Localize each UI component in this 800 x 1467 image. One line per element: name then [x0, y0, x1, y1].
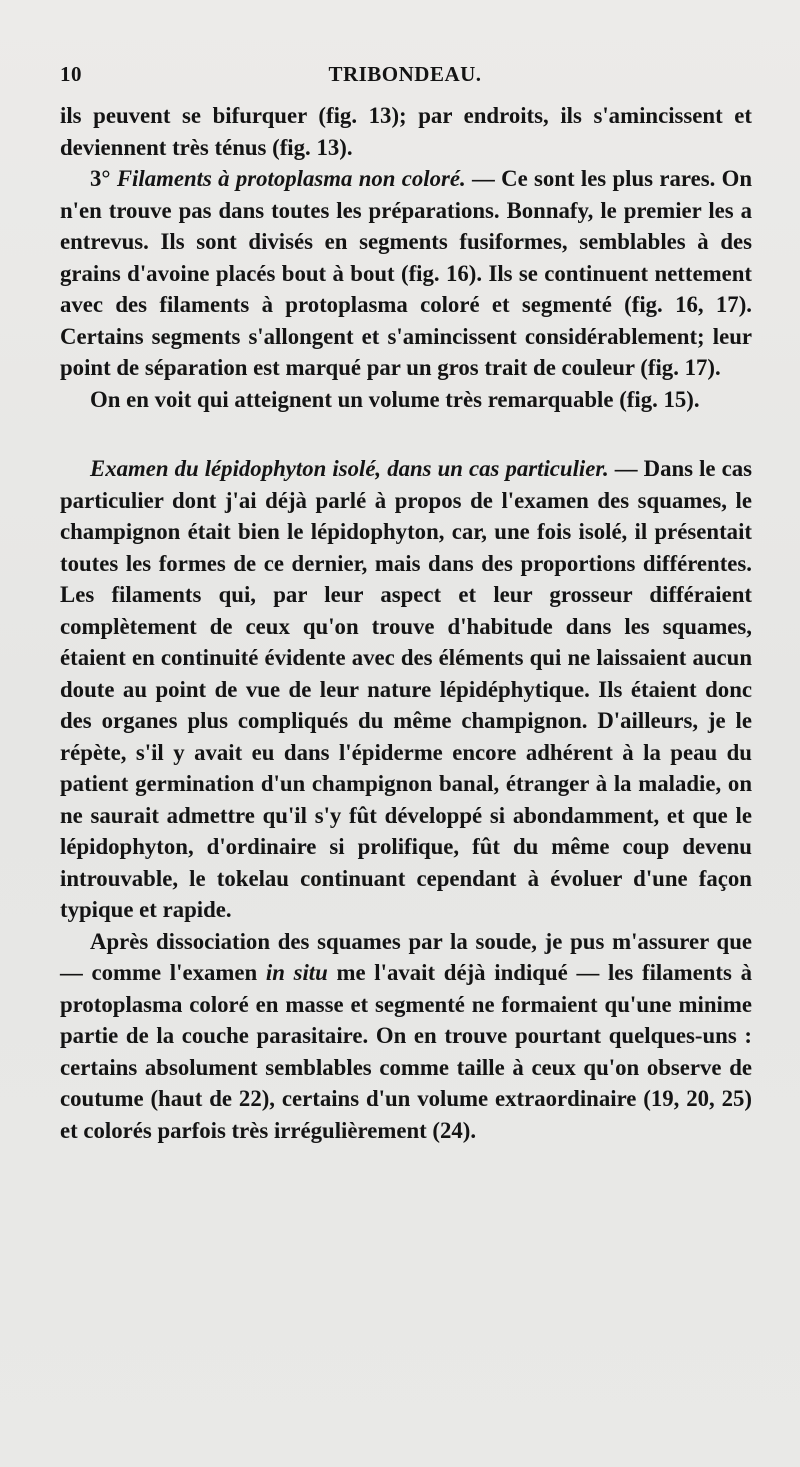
running-title: TRIBONDEAU.	[328, 62, 482, 86]
paragraph-text-before: Après dissociation des squames par la soude, je pus m'assurer que — comme l'examen	[60, 928, 752, 985]
paragraph-dissociation	[60, 926, 752, 1147]
body-text	[60, 100, 752, 1146]
paragraph-number: 3°	[90, 166, 117, 191]
page-number: 10	[60, 62, 82, 86]
paragraph-text: me l'avait déjà indiqué — les filaments à protoplasma coloré en masse et segmenté ne formaient qu'une minime partie de la couche parasitaire. On en trouve pourtant quelques-uns : certains absolument semblables comme taille à ceux qu'on observe de coutume (haut de 22), certains d'un volume extraordinaire (19, 20, 25) et colorés parfois très irrégulièrement (24).	[60, 960, 752, 1143]
page-header	[60, 62, 750, 88]
paragraph-filaments-non-colore	[60, 163, 752, 384]
paragraph-text: ils peuvent se bifurquer (fig. 13); par endroits, ils s'amincissent et deviennent très ténus (fig. 13).	[60, 103, 752, 160]
paragraph-text: On en voit qui atteignent un volume très remarquable (fig. 15).	[90, 386, 700, 412]
section-heading-italic: Examen du lépidophyton isolé, dans un cas particulier.	[90, 456, 609, 481]
paragraph-continuation	[60, 100, 752, 163]
paragraph-text: — Dans le cas particulier dont j'ai déjà parlé à propos de l'examen des squames, le champignon était bien le lépidophyton, car, une fois isolé, il présentait toutes les formes de ce dernier, mais dans des proportions différentes. Les filaments qui, par leur aspect et leur grosseur différaient complètement de ceux qu'on trouve d'habitude dans les squames, étaient en continuité évidente avec des éléments qui ne laissaient aucun doute au point de vue de leur nature lépidéphytique. Ils étaient donc des organes plus compliqués du même champignon. D'ailleurs, je le répète, s'il y avait eu dans l'épiderme encore adhérent à la peau du patient germination d'un champignon banal, étranger à la maladie, on ne saurait admettre qu'il s'y fût développé si abondamment, et que le lépidophyton, d'ordinaire si prolifique, fût du même coup devenu introuvable, le tokelau continuant cependant à évoluer d'une façon typique et rapide.	[60, 456, 752, 922]
section-heading-italic: Filaments à protoplasma non coloré.	[116, 166, 466, 191]
paragraph-text: — Ce sont les plus rares. On n'en trouve pas dans toutes les préparations. Bonnafy, le premier les a entrevus. Ils sont divisés en segments fusiformes, semblables à des grains d'avoine placés bout à bout (fig. 16). Ils se continuent nettement avec des filaments à protoplasma coloré et segmenté (fig. 16, 17). Certains segments s'allongent et s'amincissent considérablement; leur point de séparation est marqué par un gros trait de couleur (fig. 17).	[60, 166, 752, 380]
paragraph-volume	[60, 384, 752, 416]
italic-term: in situ	[265, 960, 328, 985]
paragraph-examen-isole	[60, 453, 752, 926]
